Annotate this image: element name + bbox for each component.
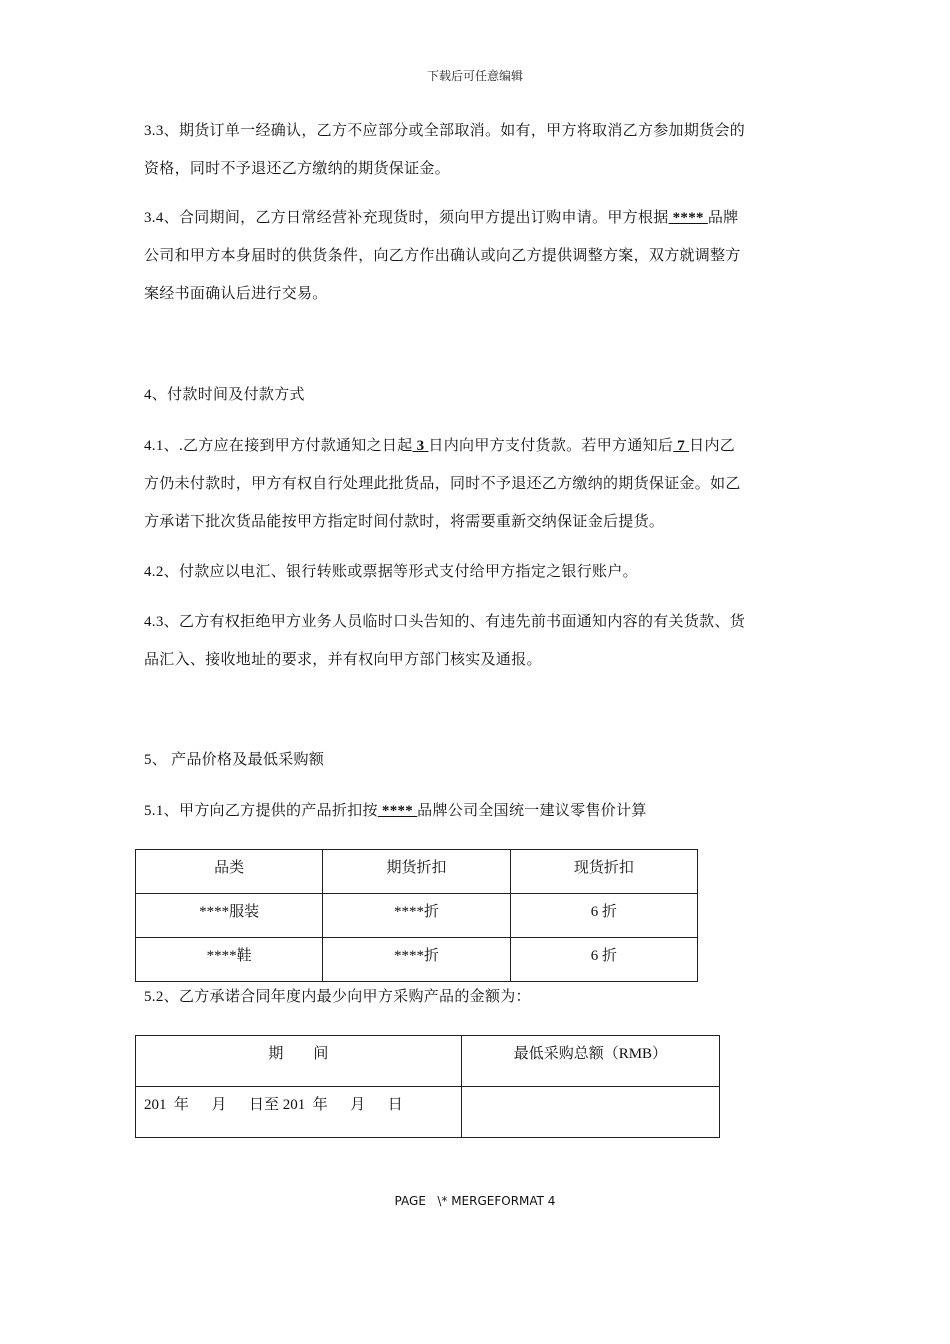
clause-5-1 — [144, 792, 806, 830]
brand-placeholder: **** — [377, 803, 418, 819]
section-4-title-text: 4、付款时间及付款方式 — [144, 387, 305, 403]
clause-3-3-line-2: 资格，同时不予退还乙方缴纳的期货保证金。 — [144, 161, 451, 177]
cell-period-range: 201 年 月 日至 201 年 月 日 — [144, 1097, 403, 1113]
table-header-row — [136, 1036, 720, 1087]
table-row — [136, 938, 698, 982]
brand-placeholder: **** — [668, 210, 708, 226]
clause-4-2-text: 4.2、付款应以电汇、银行转账或票据等形式支付给甲方指定之银行账户。 — [144, 564, 638, 580]
table-cell — [510, 894, 697, 938]
table-header-row — [136, 850, 698, 894]
header-category: 品类 — [214, 860, 245, 876]
clause-4-1 — [144, 427, 806, 541]
clause-3-4-line-2: 公司和甲方本身届时的供货条件，向乙方作出确认或向乙方提供调整方案，双方就调整方 — [144, 248, 741, 264]
section-5-title — [144, 741, 806, 779]
clause-3-4-text-b: 品牌 — [707, 210, 739, 226]
clause-4-1-text-a: 4.1、.乙方应在接到甲方付款通知之日起 — [144, 438, 413, 454]
grace-days: 7 — [673, 438, 690, 454]
clause-3-4-line-1 — [144, 199, 806, 237]
section-4-title — [144, 376, 806, 414]
clause-4-1-line-3: 方承诺下批次货品能按甲方指定时间付款时，将需要重新交纳保证金后提货。 — [144, 514, 665, 530]
header-spot-discount: 现货折扣 — [573, 860, 634, 876]
table-cell — [136, 894, 323, 938]
table-row — [136, 894, 698, 938]
header-cell — [510, 850, 697, 894]
table-cell — [461, 1087, 719, 1138]
clause-3-3 — [144, 112, 806, 188]
header-cell — [323, 850, 510, 894]
payment-days: 3 — [412, 438, 429, 454]
cell-category: ****服装 — [199, 904, 260, 920]
clause-3-3-line-1: 3.3、期货订单一经确认，乙方不应部分或全部取消。如有，甲方将取消乙方参加期货会的 — [144, 123, 746, 139]
cell-spot-discount: 6 折 — [590, 904, 617, 920]
clause-4-1-line-1 — [144, 427, 806, 465]
clause-4-1-text-c: 日内乙 — [689, 438, 736, 454]
clause-5-2-text: 5.2、乙方承诺合同年度内最少向甲方采购产品的金额为： — [144, 989, 531, 1005]
page-field-code: PAGE \* MERGEFORMAT 4 — [394, 1194, 556, 1208]
clause-5-1-line — [144, 792, 806, 830]
table-cell — [510, 938, 697, 982]
clause-3-4-text-a: 3.4、合同期间，乙方日常经营补充现货时，须向甲方提出订购申请。甲方根据 — [144, 210, 669, 226]
header-period: 期 间 — [268, 1046, 329, 1062]
section-5-title-text: 5、 产品价格及最低采购额 — [144, 752, 325, 768]
table-cell — [136, 938, 323, 982]
table-cell — [323, 938, 510, 982]
header-cell — [461, 1036, 719, 1087]
clause-4-3 — [144, 603, 806, 679]
clause-5-2 — [144, 978, 806, 1016]
clause-5-1-text-a: 5.1、甲方向乙方提供的产品折扣按 — [144, 803, 378, 819]
clause-4-3-line-1: 4.3、乙方有权拒绝甲方业务人员临时口头告知的、有违先前书面通知内容的有关货款、货 — [144, 614, 746, 630]
discount-table — [135, 849, 698, 982]
table-cell — [323, 894, 510, 938]
page-footer — [0, 1194, 950, 1208]
cell-futures-discount: ****折 — [394, 948, 440, 964]
clause-4-2 — [144, 553, 806, 591]
cell-category: ****鞋 — [206, 948, 252, 964]
clause-4-3-line-2: 品汇入、接收地址的要求，并有权向甲方部门核实及通报。 — [144, 652, 542, 668]
header-cell — [136, 850, 323, 894]
minimum-amount-table — [135, 1035, 720, 1138]
clause-5-1-text-b: 品牌公司全国统一建议零售价计算 — [417, 803, 647, 819]
cell-futures-discount: ****折 — [394, 904, 440, 920]
clause-3-4 — [144, 199, 806, 313]
header-minimum-amount: 最低采购总额（RMB） — [513, 1046, 668, 1062]
header-futures-discount: 期货折扣 — [386, 860, 447, 876]
table-row — [136, 1087, 720, 1138]
clause-3-4-line-3: 案经书面确认后进行交易。 — [144, 286, 328, 302]
clause-4-1-text-b: 日内向甲方支付货款。若甲方通知后 — [428, 438, 674, 454]
header-cell — [136, 1036, 462, 1087]
cell-spot-discount: 6 折 — [590, 948, 617, 964]
clause-4-1-line-2: 方仍未付款时，甲方有权自行处理此批货品，同时不予退还乙方缴纳的期货保证金。如乙 — [144, 476, 741, 492]
page-header: 下载后可任意编辑 — [426, 69, 523, 83]
cell-minimum-amount — [462, 1087, 719, 1093]
table-cell — [136, 1087, 462, 1138]
